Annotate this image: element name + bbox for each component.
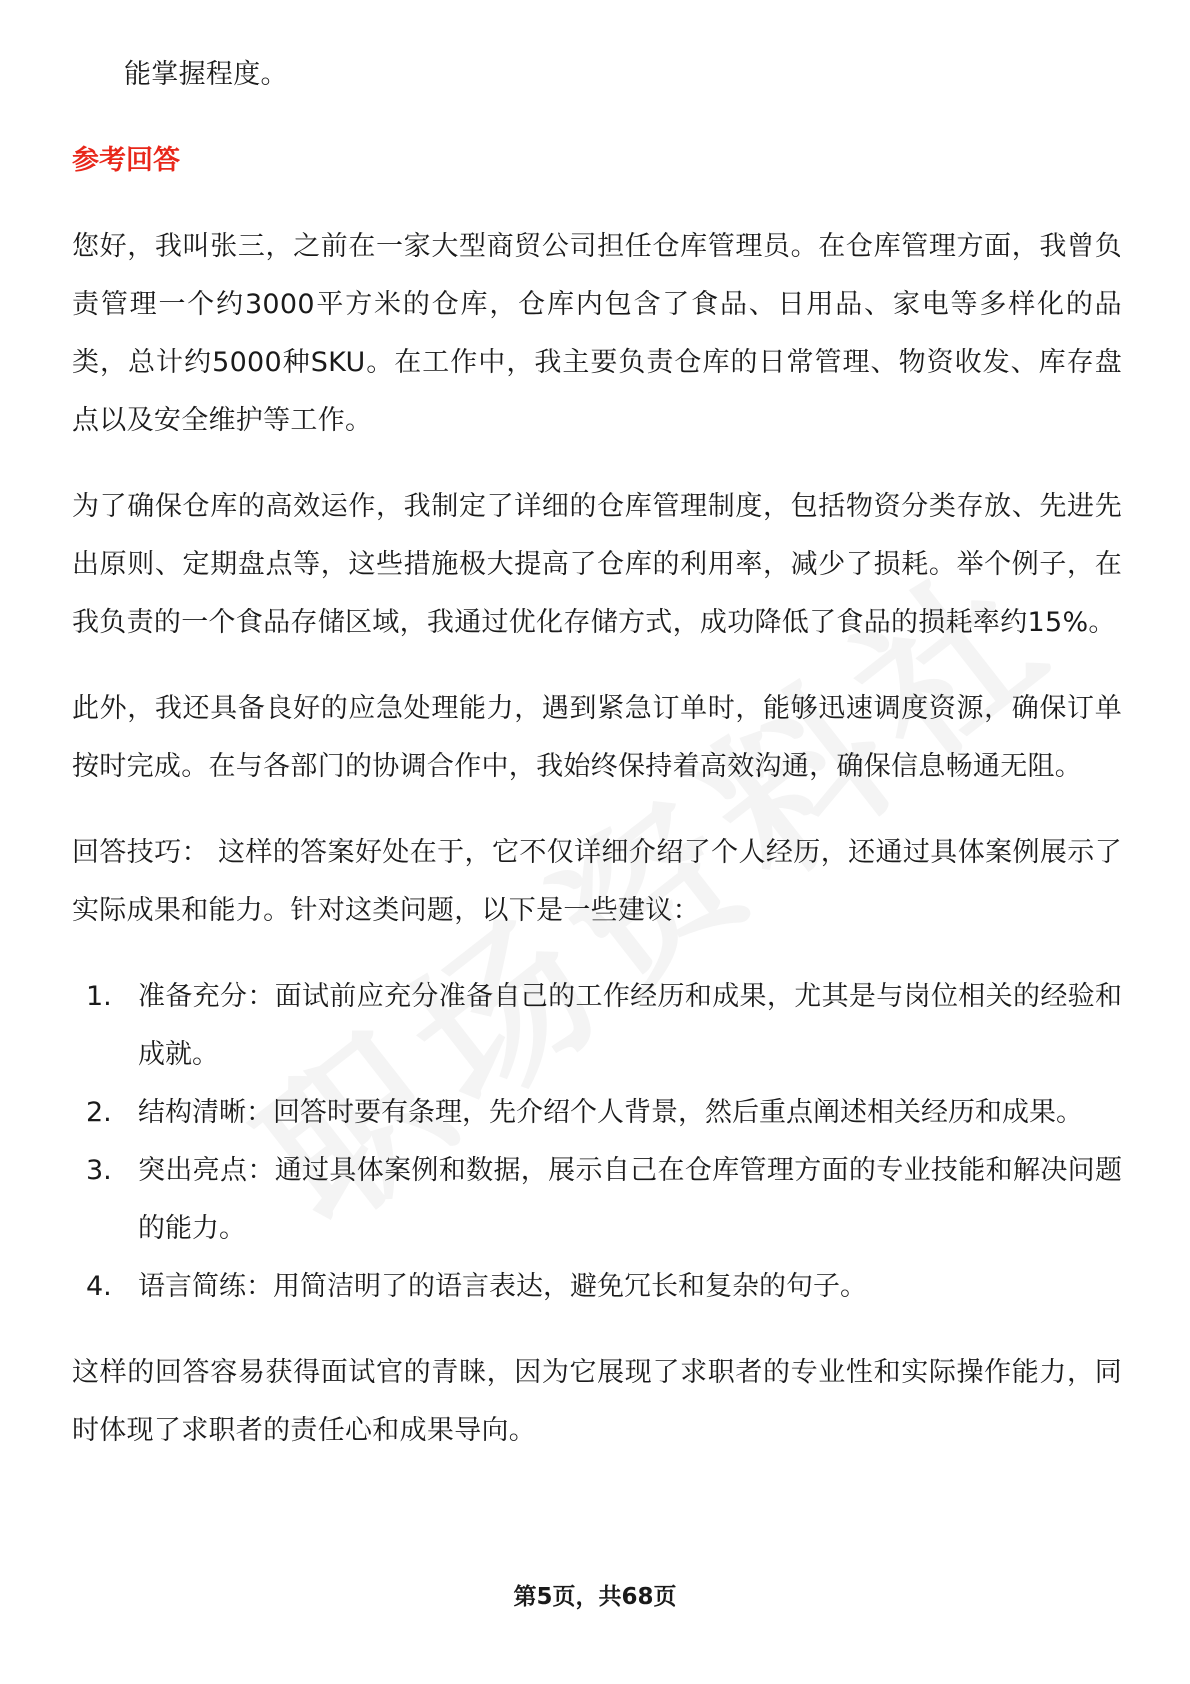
list-item xyxy=(86,968,1122,1084)
list-item xyxy=(86,1084,1122,1142)
list-item-number: 2. xyxy=(86,1097,112,1128)
list-item-text: 结构清晰：回答时要有条理，先介绍个人背景，然后重点阐述相关经历和成果。 xyxy=(138,1097,1083,1128)
list-item-text: 突出亮点：通过具体案例和数据，展示自己在仓库管理方面的专业技能和解决问题的能力。 xyxy=(138,1155,1122,1244)
list-item-text: 准备充分：面试前应充分准备自己的工作经历和成果，尤其是与岗位相关的经验和成就。 xyxy=(138,981,1122,1070)
list-item xyxy=(86,1142,1122,1258)
page-number-footer: 第5页，共68页 xyxy=(513,1584,677,1610)
answer-paragraph-1: 您好，我叫张三，之前在一家大型商贸公司担任仓库管理员。在仓库管理方面，我曾负责管理一个约3000平方米的仓库，仓库内包含了食品、日用品、家电等多样化的品类，总计约5000种SKU。在工作中，我主要负责仓库的日常管理、物资收发、库存盘点以及安全维护等工作。 xyxy=(72,231,1122,436)
answer-heading: 参考回答 xyxy=(72,145,180,176)
continuation-text: 能掌握程度。 xyxy=(124,59,288,90)
answer-paragraph-3: 此外，我还具备良好的应急处理能力，遇到紧急订单时，能够迅速调度资源，确保订单按时完成。在与各部门的协调合作中，我始终保持着高效沟通，确保信息畅通无阻。 xyxy=(72,693,1122,782)
list-item-number: 3. xyxy=(86,1155,112,1186)
tips-list xyxy=(72,968,1122,1316)
page-content xyxy=(72,46,1122,1460)
list-item-text: 语言简练：用简洁明了的语言表达，避免冗长和复杂的句子。 xyxy=(138,1271,867,1302)
list-item xyxy=(86,1258,1122,1316)
list-item-number: 4. xyxy=(86,1271,112,1302)
tips-intro: 回答技巧： 这样的答案好处在于，它不仅详细介绍了个人经历，还通过具体案例展示了实际成果和能力。针对这类问题，以下是一些建议： xyxy=(72,837,1122,926)
answer-paragraph-2: 为了确保仓库的高效运作，我制定了详细的仓库管理制度，包括物资分类存放、先进先出原则、定期盘点等，这些措施极大提高了仓库的利用率，减少了损耗。举个例子，在我负责的一个食品存储区域，我通过优化存储方式，成功降低了食品的损耗率约15%。 xyxy=(72,491,1122,638)
conclusion-paragraph: 这样的回答容易获得面试官的青睐，因为它展现了求职者的专业性和实际操作能力，同时体现了求职者的责任心和成果导向。 xyxy=(72,1357,1122,1446)
list-item-number: 1. xyxy=(86,981,112,1012)
